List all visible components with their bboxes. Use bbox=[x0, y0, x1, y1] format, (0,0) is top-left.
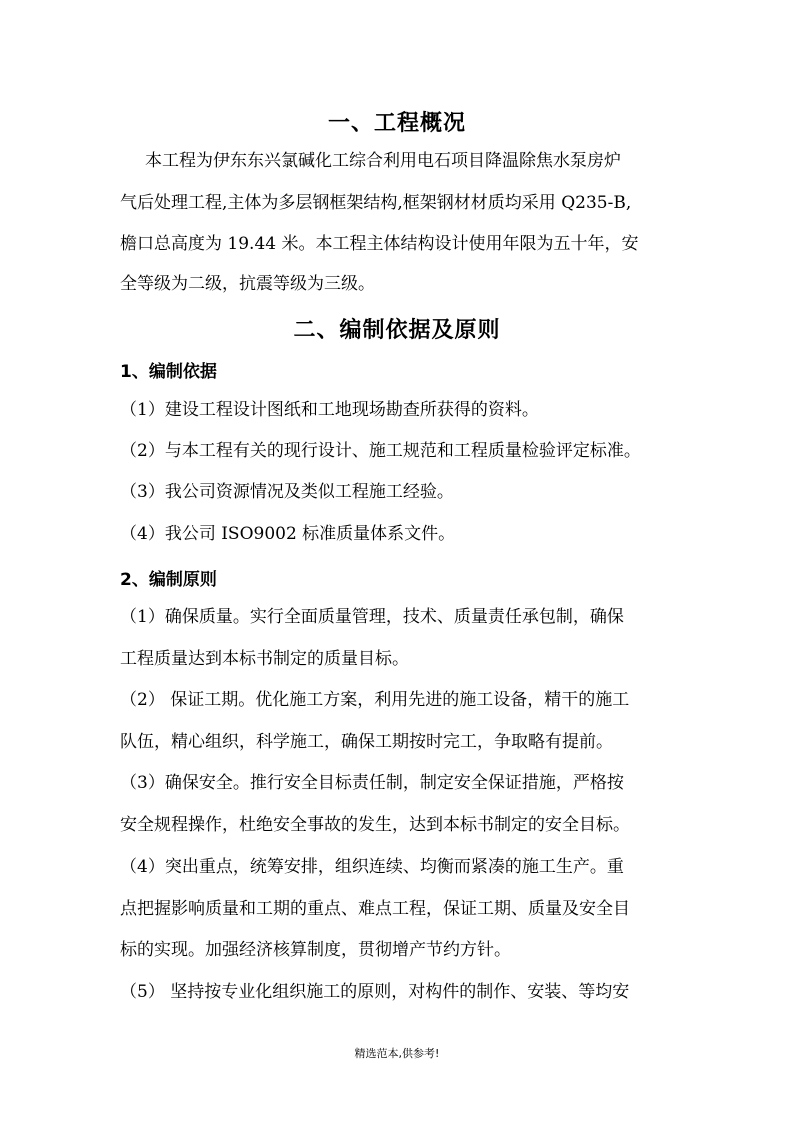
list-item: （2）与本工程有关的现行设计、施工规范和工程质量检验评定标准。 bbox=[120, 441, 641, 461]
paragraph-line: 全等级为二级，抗震等级为三级。 bbox=[120, 274, 375, 294]
paragraph-line: 工程质量达到本标书制定的质量目标。 bbox=[120, 649, 409, 669]
paragraph-line: （5） 坚持按专业化组织施工的原则，对构件的制作、安装、等均安 bbox=[120, 982, 630, 1002]
paragraph-line: （2） 保证工期。优化施工方案，利用先进的施工设备，精干的施工 bbox=[120, 690, 630, 710]
list-item: （3）我公司资源情况及类似工程施工经验。 bbox=[120, 482, 454, 502]
paragraph-line: 檐口总高度为 19.44 米。本工程主体结构设计使用年限为五十年，安 bbox=[120, 234, 639, 254]
paragraph-line: （4）突出重点，统筹安排，组织连续、均衡而紧凑的施工生产。重 bbox=[120, 857, 624, 877]
paragraph-line: 队伍，精心组织，科学施工，确保工期按时完工，争取略有提前。 bbox=[120, 732, 613, 752]
paragraph-line: 本工程为伊东东兴氯碱化工综合利用电石项目降温除焦水泵房炉 bbox=[145, 151, 621, 171]
paragraph-line: 安全规程操作，杜绝安全事故的发生，达到本标书制定的安全目标。 bbox=[120, 815, 630, 835]
section-2-title-text: 二、编制依据及原则 bbox=[293, 318, 501, 343]
paragraph-line: 气后处理工程,主体为多层钢框架结构,框架钢材材质均采用 Q235-B, bbox=[120, 193, 632, 213]
principles-heading: 2、编制原则 bbox=[120, 570, 217, 590]
list-item: （1）建设工程设计图纸和工地现场勘查所获得的资料。 bbox=[120, 400, 539, 420]
page-footer: 精选范本,供参考! bbox=[354, 1047, 440, 1060]
paragraph-line: （1）确保质量。实行全面质量管理，技术、质量责任承包制，确保 bbox=[120, 607, 624, 627]
section-1-title-text: 一、工程概况 bbox=[327, 111, 466, 136]
section-1-title bbox=[0, 106, 794, 137]
paragraph-line: 点把握影响质量和工期的重点、难点工程，保证工期、质量及安全目 bbox=[120, 899, 630, 919]
section-2-title bbox=[0, 313, 794, 344]
basis-heading: 1、编制依据 bbox=[120, 362, 217, 382]
paragraph-line: （3）确保安全。推行安全目标责任制，制定安全保证措施，严格按 bbox=[120, 773, 624, 793]
list-item: （4）我公司 ISO9002 标准质量体系文件。 bbox=[120, 524, 456, 544]
paragraph-line: 标的实现。加强经济核算制度，贯彻增产节约方针。 bbox=[120, 940, 511, 960]
